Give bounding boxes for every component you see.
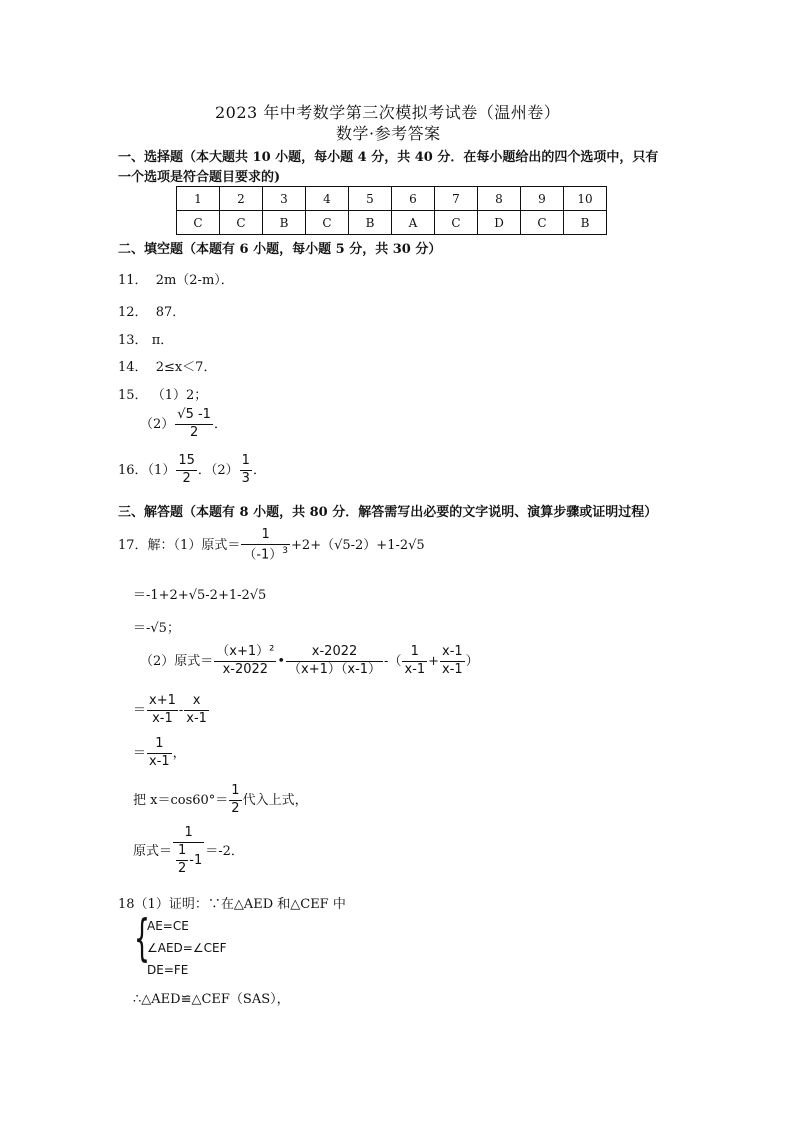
- operator: •: [277, 653, 286, 669]
- q18-condition-2: ∠AED=∠CEF: [147, 941, 227, 955]
- q17-step2: ＝-1+2+√5-2+1-2√5: [133, 588, 267, 603]
- q17-part2-step2: [133, 737, 186, 770]
- answer-cell: C: [306, 211, 349, 235]
- answer-table-number-row: [177, 187, 607, 211]
- numerator: x: [184, 694, 209, 711]
- denominator: x-1: [149, 753, 170, 769]
- result-value: ＝-2．: [205, 843, 244, 859]
- question-number-cell: 7: [435, 187, 478, 211]
- answer-cell: C: [177, 211, 220, 235]
- denominator: x-2022: [222, 661, 269, 677]
- answer-11: [118, 269, 234, 288]
- q17-part2: [140, 645, 479, 678]
- q17-part2-step1: [133, 694, 210, 727]
- denominator: [241, 545, 290, 563]
- punctuation: ．: [252, 462, 266, 478]
- numerator: 1: [241, 528, 290, 545]
- question-number-cell: 4: [306, 187, 349, 211]
- page-title: 2023 年中考数学第三次模拟考试卷（温州卷）: [215, 103, 561, 122]
- section3-heading: 三、解答题（本题有 8 小题，共 80 分．解答需写出必要的文字说明、演算步骤或证明过程）: [118, 505, 658, 520]
- numerator: 15: [176, 454, 197, 471]
- inner-numerator: 1: [176, 844, 188, 861]
- q17-step3: ＝-√5；: [133, 621, 180, 636]
- numerator: （x+1）²: [214, 645, 276, 662]
- q17-intro: 17．解：（1）原式＝: [118, 538, 241, 554]
- fraction: [176, 454, 197, 487]
- separator: ．（2）: [197, 462, 239, 478]
- fraction: [440, 645, 465, 678]
- numerator: 1: [173, 826, 204, 843]
- answer-14: [118, 356, 216, 375]
- answer-number: 16．: [118, 462, 148, 478]
- answer-cell: A: [392, 211, 435, 235]
- substitution-text: 把 x＝cos60°＝: [133, 792, 229, 808]
- denominator: （x+1）（x-1）: [288, 661, 382, 677]
- question-number-cell: 9: [521, 187, 564, 211]
- fraction: [184, 694, 209, 727]
- question-number-cell: 10: [564, 187, 607, 211]
- q17-part1: [118, 528, 425, 563]
- page-subtitle: 数学·参考答案: [336, 124, 441, 143]
- part-label: （2）: [140, 416, 175, 432]
- question-number-cell: 2: [220, 187, 263, 211]
- fraction: [240, 454, 252, 487]
- answer-text: （1）2；: [151, 388, 208, 403]
- numerator: 1: [147, 737, 172, 754]
- numerator: x-1: [440, 645, 465, 662]
- question-number-cell: 1: [177, 187, 220, 211]
- fraction: [241, 528, 290, 563]
- answer-text: 87．: [155, 305, 186, 320]
- answer-cell: C: [220, 211, 263, 235]
- left-brace: {: [134, 909, 150, 967]
- fraction: [147, 694, 178, 727]
- numerator: 1: [229, 784, 241, 801]
- part-label: （2）原式＝: [140, 653, 214, 669]
- denominator: 2: [182, 470, 191, 486]
- numerator: 1: [240, 454, 252, 471]
- q18-intro: 18（1）证明：∵在△AED 和△CEF 中: [118, 897, 346, 912]
- substitution-text: 代入上式，: [242, 792, 308, 808]
- part-label: （1）: [147, 462, 176, 478]
- fraction: [175, 408, 213, 441]
- answer-cell: C: [521, 211, 564, 235]
- numerator: x-2022: [286, 645, 383, 662]
- complex-fraction: [173, 826, 204, 877]
- operator: -（: [384, 653, 402, 669]
- answer-16: [118, 454, 266, 487]
- denominator: 2: [189, 424, 199, 440]
- section1-heading-line2: 一个选项是符合题目要求的): [118, 170, 281, 185]
- answer-13: [118, 329, 173, 348]
- denominator: [173, 843, 204, 877]
- question-number-cell: 8: [478, 187, 521, 211]
- answer-15-part1: [118, 384, 207, 403]
- equals: ＝: [133, 745, 147, 761]
- inner-fraction: [176, 844, 188, 877]
- result-label: 原式＝: [133, 843, 173, 859]
- numerator: 1: [402, 645, 427, 662]
- answer-number: 11．: [118, 273, 148, 288]
- fraction: [214, 645, 276, 678]
- section2-heading: 二、填空题（本题有 6 小题，每小题 5 分，共 30 分）: [118, 242, 442, 257]
- numerator: √5 -1: [175, 408, 213, 425]
- q18-conclusion: ∴△AED≌△CEF（SAS），: [133, 992, 290, 1007]
- equals: ＝: [133, 702, 147, 718]
- answer-text: 2m（2-m）．: [155, 273, 234, 288]
- inner-tail: -1: [189, 852, 203, 868]
- answer-text: 2≤x＜7．: [155, 360, 217, 375]
- denominator: 2: [231, 800, 240, 816]
- inner-denominator: 2: [178, 860, 187, 876]
- fraction: [402, 645, 427, 678]
- answer-cell: B: [263, 211, 306, 235]
- q18-condition-1: AE=CE: [147, 919, 189, 933]
- fraction: [229, 784, 241, 817]
- expression-rest: +2+（√5-2）+1-2√5: [291, 538, 425, 554]
- answer-number: 12．: [118, 305, 148, 320]
- denominator: x-1: [152, 710, 173, 726]
- fraction: [147, 737, 172, 770]
- answer-cell: C: [435, 211, 478, 235]
- operator: ）: [465, 653, 479, 669]
- answer-cell: B: [349, 211, 392, 235]
- operator: +: [428, 653, 440, 669]
- q17-result: [133, 826, 244, 877]
- denominator-base: （-1）: [243, 547, 283, 563]
- denominator: x-1: [442, 661, 463, 677]
- q17-substitution: [133, 784, 308, 817]
- answer-number: 15．: [118, 388, 148, 403]
- question-number-cell: 5: [349, 187, 392, 211]
- numerator: x+1: [147, 694, 178, 711]
- operator: -: [178, 702, 184, 718]
- punctuation: ，: [172, 745, 186, 761]
- q18-condition-3: DE=FE: [147, 963, 189, 977]
- answer-number: 13．: [118, 333, 148, 348]
- denominator: x-1: [404, 661, 426, 677]
- punctuation: ．: [213, 416, 227, 432]
- answer-text: π．: [151, 333, 174, 348]
- answer-cell: B: [564, 211, 607, 235]
- section1-heading-line1: 一、选择题（本大题共 10 小题，每小题 4 分，共 40 分．在每小题给出的四个选项中，只有: [118, 150, 659, 165]
- answer-number: 14．: [118, 360, 148, 375]
- answer-15-part2: [140, 408, 227, 441]
- question-number-cell: 3: [263, 187, 306, 211]
- answer-table-answer-row: [177, 211, 607, 235]
- denominator: 3: [241, 470, 250, 486]
- answer-cell: D: [478, 211, 521, 235]
- denominator: x-1: [186, 710, 207, 726]
- answer-table: [176, 186, 607, 235]
- fraction: [286, 645, 383, 678]
- exponent: 3: [282, 545, 289, 556]
- answer-12: [118, 301, 185, 320]
- question-number-cell: 6: [392, 187, 435, 211]
